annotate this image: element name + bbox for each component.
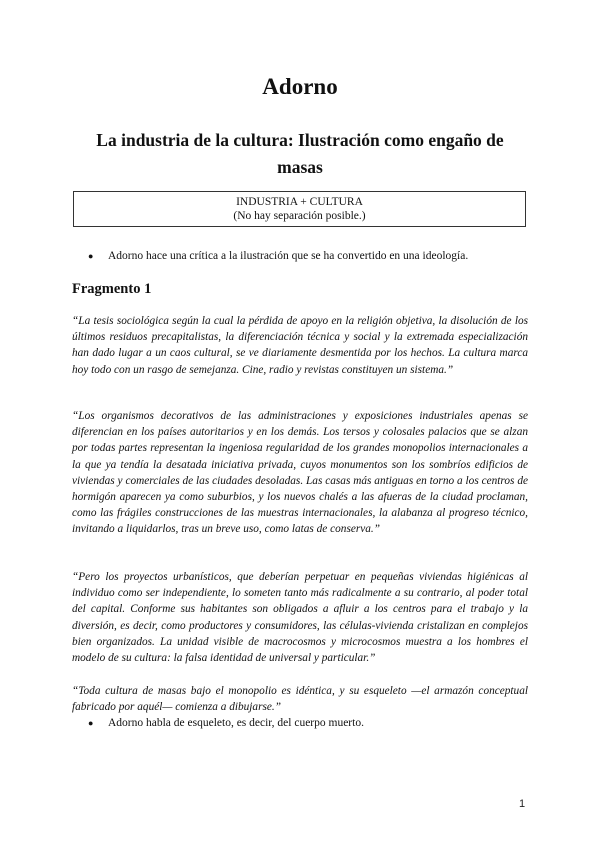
page-number: 1 [519, 798, 526, 810]
box-line-1: INDUSTRIA + CULTURA [236, 196, 363, 208]
document-title: Adorno [262, 74, 338, 99]
quote-paragraph-4: “Toda cultura de masas bajo el monopolio es idéntica, y su esqueleto —el armazón conceptual fabricado por aquél— comienza a dibujarse.” [72, 685, 528, 714]
quote-paragraph-2: “Los organismos decorativos de las administraciones y exposiciones industriales apenas se diferencian en los países autoritarios y en los demás. Los tersos y colosales palacios que se alzan por todas partes representan la ingeniosa regularidad de los grandes monopolios internacionales a la que ya tendía la desatada iniciativa privada, cuyos monumentos son los sombríos edificios de viviendas y comerciales de las ciudades desoladas. Las casas más antiguas en torno a los centros de hormigón aparecen ya como suburbios, y los nuevos chalés a las afueras de la ciudad proclaman, como las frágiles construcciones de las muestras internacionales, la alabanza al progreso técnico, invitando a liquidarlos, tras un breve uso, como latas de conserva.” [72, 410, 528, 536]
document-subtitle: La industria de la cultura: Ilustración como engaño de masas [96, 130, 504, 177]
intro-bullet-list [72, 248, 528, 264]
list-item: ● Adorno hace una crítica a la ilustración que se ha convertido en una ideología. [72, 248, 528, 264]
section-heading: Fragmento 1 [72, 281, 152, 297]
list-item: ● Adorno habla de esqueleto, es decir, del cuerpo muerto. [72, 715, 528, 731]
quote-paragraph-3: “Pero los proyectos urbanísticos, que deberían perpetuar en pequeñas viviendas higiénicas al individuo como ser independiente, lo someten tanto más radicalmente a su contrario, al poder total del capital. Conforme sus habitantes son obligados a afluir a los centros para el trabajo y la diversión, es decir, como productores y consumidores, las células-vivienda cristalizan en complejos bien organizados. La unidad visible de macrocosmos y microcosmos muestra a los hombres el modelo de su cultura: la falsa identidad de universal y particular.” [72, 571, 528, 665]
box-line-2: (No hay separación posible.) [233, 210, 366, 222]
closing-bullet-list [72, 715, 528, 731]
industry-culture-box [73, 191, 526, 227]
quote-paragraph-1: “La tesis sociológica según la cual la pérdida de apoyo en la religión objetiva, la disolución de los últimos residuos precapitalistas, la diferenciación técnica y social y la extremada especialización han dado lugar a un caos cultural, se ve diariamente desmentida por los hechos. La cultura marca hoy todo con un rasgo de semejanza. Cine, radio y revistas constituyen un sistema.” [72, 315, 528, 376]
